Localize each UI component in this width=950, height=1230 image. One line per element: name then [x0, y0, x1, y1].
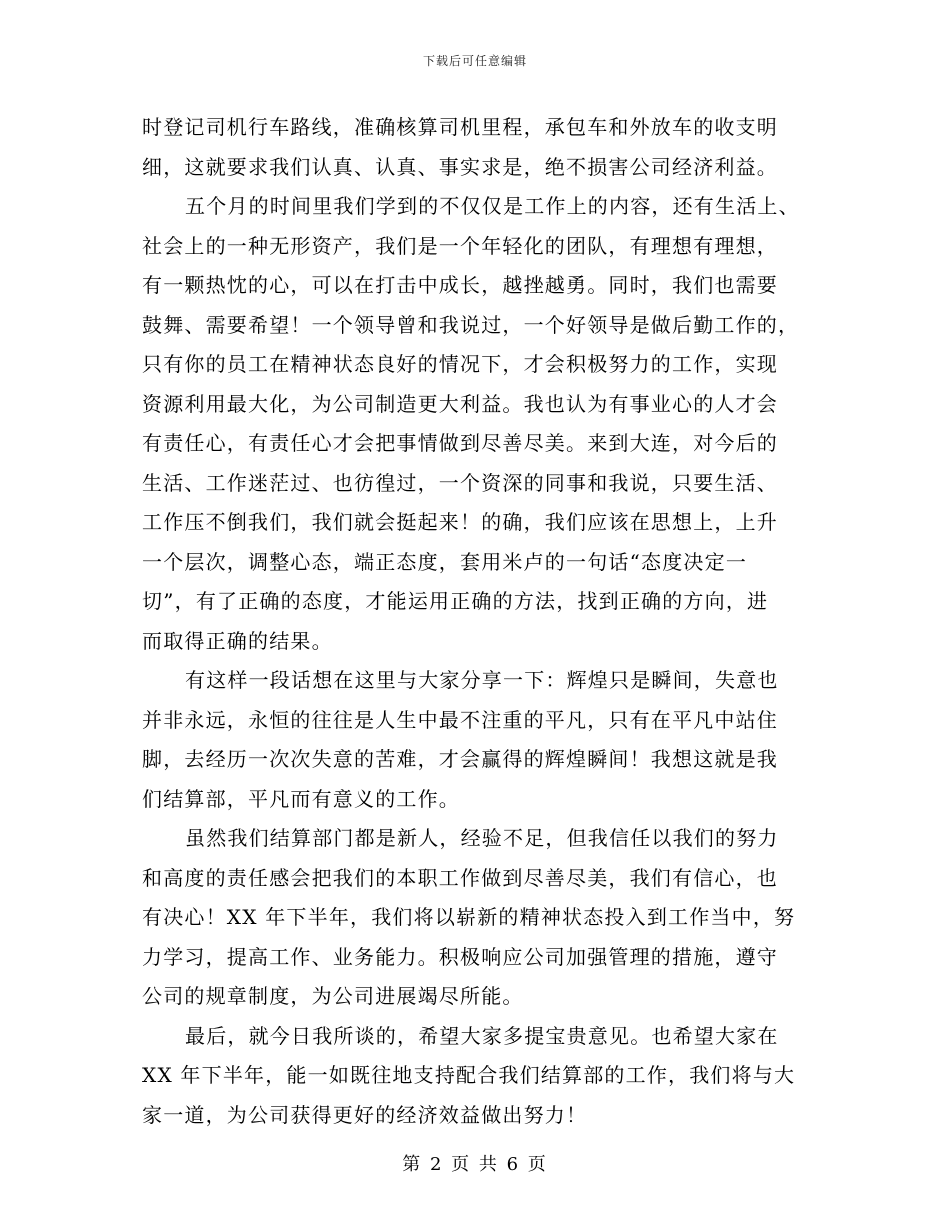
text-line: 一个层次，调整心态，端正态度，套用米卢的一句话“态度决定一 — [142, 549, 748, 574]
text-line: 工作压不倒我们，我们就会挺起来！的确，我们应该在思想上，上升 — [142, 510, 778, 534]
text-line: 而取得正确的结果。 — [142, 628, 333, 653]
text-line: 和高度的责任感会把我们的本职工作做到尽善尽美，我们有信心，也 — [142, 865, 778, 890]
text-line: 虽然我们结算部门都是新人，经验不足，但我信任以我们的努力 — [185, 826, 779, 850]
text-line: 公司的规章制度，为公司进展竭尽所能。 — [142, 984, 524, 1008]
text-line: 并非永远，永恒的往往是人生中最不注重的平凡，只有在平凡中站住 — [142, 707, 778, 732]
page-header-note: 下载后可任意编辑 — [422, 54, 527, 68]
text-line: 有一颗热忱的心，可以在打击中成长，越挫越勇。同时，我们也需要 — [142, 273, 778, 297]
text-line: 们结算部，平凡而有意义的工作。 — [142, 786, 460, 811]
text-line: 五个月的时间里我们学到的不仅仅是工作上的内容，还有生活上、 — [185, 194, 800, 218]
text-line: 有这样一段话想在这里与大家分享一下：辉煌只是瞬间，失意也 — [185, 668, 779, 692]
document-body — [142, 108, 812, 1135]
text-line: 鼓舞、需要希望！一个领导曾和我说过，一个好领导是做后勤工作的， — [142, 312, 800, 337]
page-number: 第 2 页 共 6 页 — [402, 1154, 548, 1175]
text-line: 只有你的员工在精神状态良好的情况下，才会积极努力的工作，实现 — [142, 352, 778, 376]
text-line: 有责任心，有责任心才会把事情做到尽善尽美。来到大连，对今后的 — [142, 431, 778, 455]
text-line: 脚，去经历一次次失意的苦难，才会赢得的辉煌瞬间！我想这就是我 — [142, 747, 778, 771]
text-line: 细，这就要求我们认真、认真、事实求是，绝不损害公司经济利益。 — [142, 154, 778, 179]
text-line: 有决心！XX 年下半年，我们将以崭新的精神状态投入到工作当中，努 — [142, 905, 796, 929]
text-line: 切”，有了正确的态度，才能运用正确的方法，找到正确的方向，进 — [142, 589, 769, 613]
text-line: 力学习，提高工作、业务能力。积极响应公司加强管理的措施，遵守 — [142, 944, 778, 969]
text-line: XX 年下半年，能一如既往地支持配合我们结算部的工作，我们将与大 — [142, 1063, 796, 1087]
text-line: 资源利用最大化，为公司制造更大利益。我也认为有事业心的人才会 — [142, 391, 778, 416]
text-line: 最后，就今日我所谈的，希望大家多提宝贵意见。也希望大家在 — [185, 1023, 779, 1048]
text-line: 社会上的一种无形资产，我们是一个年轻化的团队，有理想有理想， — [142, 233, 778, 258]
text-line: 时登记司机行车路线，准确核算司机里程，承包车和外放车的收支明 — [142, 115, 778, 139]
text-line: 生活、工作迷茫过、也彷徨过，一个资深的同事和我说，只要生活、 — [142, 470, 778, 495]
text-line: 家一道，为公司获得更好的经济效益做出努力！ — [142, 1102, 588, 1127]
